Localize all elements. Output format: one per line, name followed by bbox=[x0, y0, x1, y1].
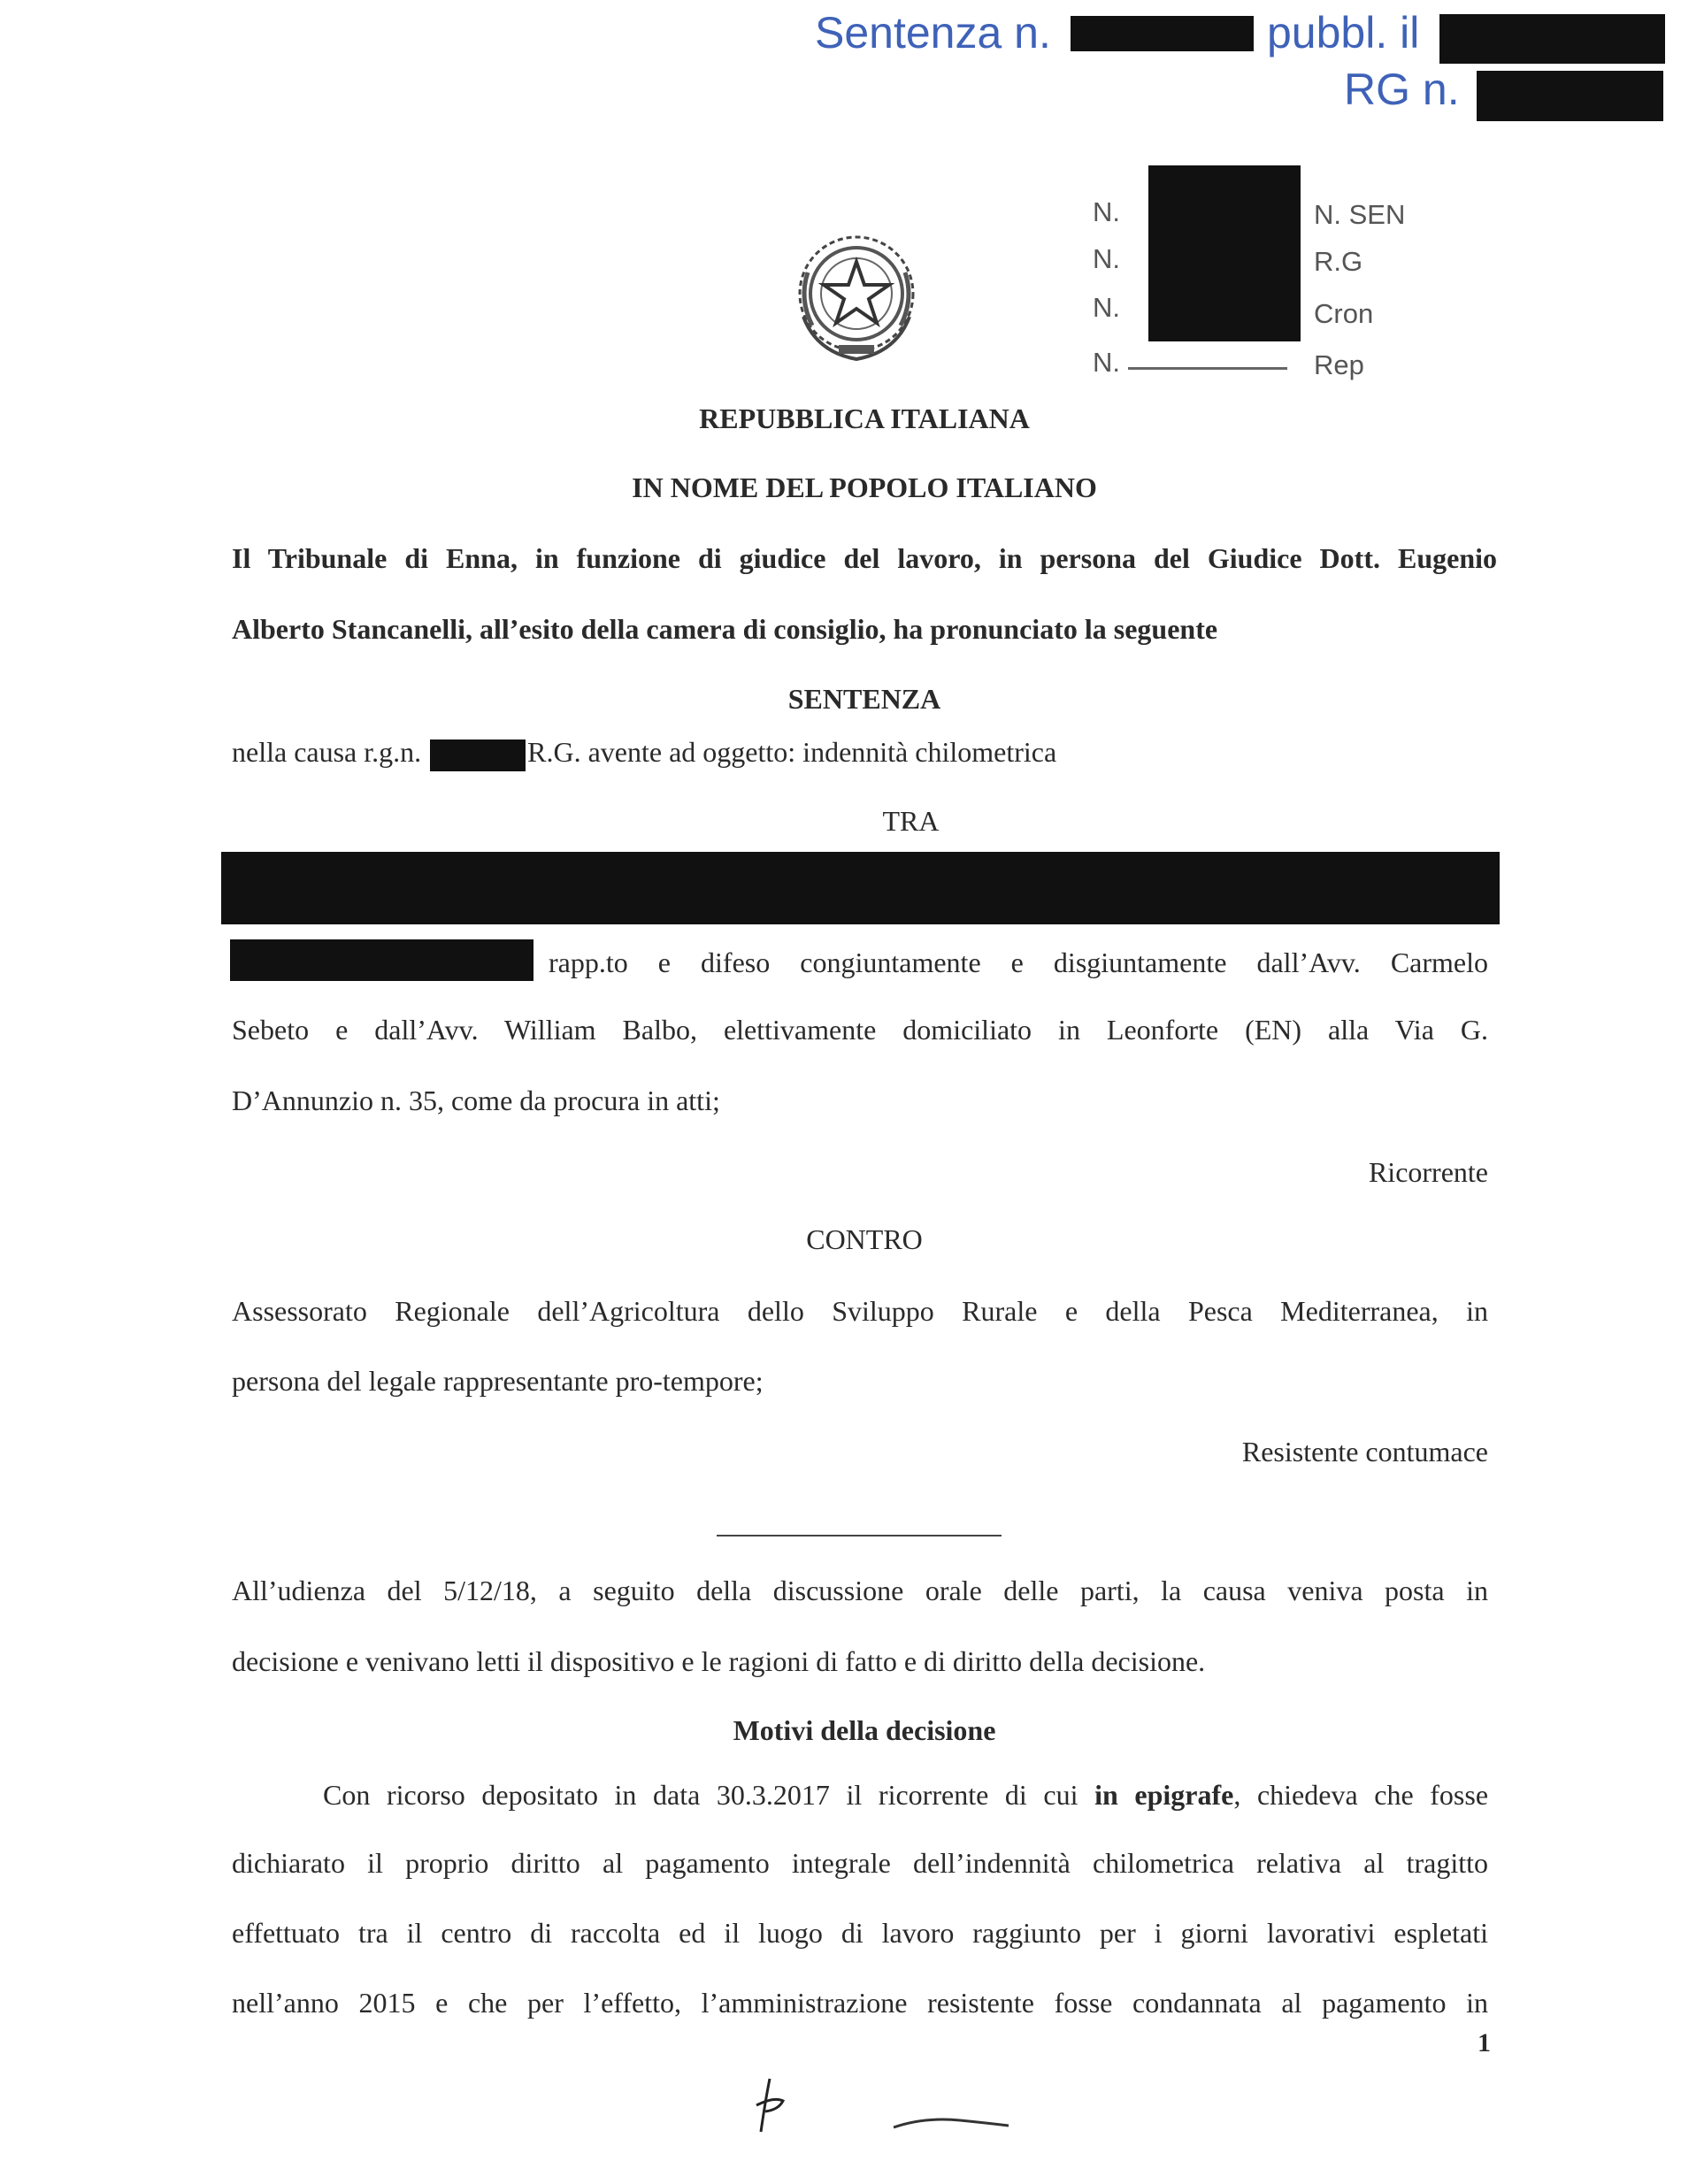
redaction-publication-date bbox=[1439, 14, 1665, 64]
pubblication-date-label: pubbl. il bbox=[1267, 8, 1420, 57]
signature-stroke-icon bbox=[889, 2110, 1013, 2136]
stamp-n-sent: N. SEN bbox=[1314, 199, 1406, 230]
motivi-heading: Motivi della decisione bbox=[733, 1714, 996, 1746]
motivi-line-1-end: , chiedeva che fosse bbox=[1233, 1779, 1488, 1811]
redaction-case-number bbox=[430, 739, 526, 771]
motivi-line-1-bold: in epigrafe bbox=[1094, 1779, 1234, 1811]
motivi-line-4: nell’anno 2015 e che per l’effetto, l’amministrazione resistente fosse condannata al pagamento in bbox=[232, 1987, 1488, 2019]
redaction-stamp-numbers bbox=[1148, 165, 1301, 341]
redaction-party-details bbox=[230, 939, 533, 981]
motivi-line-1-start: Con ricorso depositato in data 30.3.2017 il ricorrente di cui bbox=[323, 1779, 1078, 1811]
ricorrente-line-2: Sebeto e dall’Avv. William Balbo, elettivamente domiciliato in Leonforte (EN) alla Via G. bbox=[232, 1014, 1488, 1046]
redaction-party-name bbox=[221, 852, 1500, 924]
stamp-n-label-3: N. bbox=[1093, 292, 1120, 323]
redaction-sentenza-number bbox=[1071, 16, 1254, 51]
emblem-of-italy bbox=[790, 228, 923, 365]
rg-number-label: RG n. bbox=[1344, 65, 1460, 114]
sentenza-number-label: Sentenza n. bbox=[815, 8, 1051, 57]
stamp-n-label-2: N. bbox=[1093, 243, 1120, 274]
stamp-rg: R.G bbox=[1314, 246, 1363, 277]
motivi-line-3: effettuato tra il centro di raccolta ed il luogo di lavoro raggiunto per i giorni lavorativi espletati bbox=[232, 1917, 1488, 1949]
tra-heading: TRA bbox=[882, 805, 940, 837]
stamp-rep-line bbox=[1128, 367, 1287, 370]
signature-mark-icon bbox=[743, 2074, 796, 2136]
stamp-n-label-1: N. bbox=[1093, 196, 1120, 227]
title-republic: REPUBBLICA ITALIANA bbox=[699, 402, 1030, 434]
stamp-cron: Cron bbox=[1314, 298, 1374, 329]
stamp-n-label-4: N. bbox=[1093, 347, 1120, 378]
star-emblem-icon bbox=[790, 228, 923, 365]
section-divider bbox=[717, 1535, 1002, 1536]
intro-line-1: Il Tribunale di Enna, in funzione di giudice del lavoro, in persona del Giudice Dott. Eugenio bbox=[232, 542, 1497, 574]
page-number: 1 bbox=[1478, 2028, 1491, 2058]
sentenza-heading: SENTENZA bbox=[787, 683, 941, 715]
signature-initial bbox=[743, 2074, 796, 2136]
ricorrente-line-3: D’Annunzio n. 35, come da procura in atti; bbox=[232, 1084, 720, 1116]
resistente-line-1: Assessorato Regionale dell’Agricoltura dello Sviluppo Rurale e della Pesca Mediterranea, in bbox=[232, 1295, 1488, 1327]
redaction-rg-number bbox=[1477, 71, 1663, 121]
ricorrente-line-1: rapp.to e difeso congiuntamente e disgiuntamente dall’Avv. Carmelo bbox=[549, 946, 1488, 978]
causa-line bbox=[232, 736, 1497, 771]
motivi-line-1 bbox=[323, 1779, 1488, 1812]
intro-line-2: Alberto Stancanelli, all’esito della camera di consiglio, ha pronunciato la seguente bbox=[232, 613, 1218, 645]
resistente-role: Resistente contumace bbox=[1241, 1436, 1488, 1467]
signature-line bbox=[889, 2110, 1013, 2136]
title-people: IN NOME DEL POPOLO ITALIANO bbox=[632, 471, 1097, 503]
causa-prefix: nella causa r.g.n. bbox=[232, 736, 422, 768]
udienza-line-1: All’udienza del 5/12/18, a seguito della discussione orale delle parti, la causa veniva posta in bbox=[232, 1575, 1488, 1606]
motivi-line-2: dichiarato il proprio diritto al pagamento integrale dell’indennità chilometrica relativa al tragitto bbox=[232, 1847, 1488, 1879]
ricorrente-role: Ricorrente bbox=[1368, 1156, 1488, 1188]
udienza-line-2: decisione e venivano letti il dispositivo e le ragioni di fatto e di diritto della decisione. bbox=[232, 1645, 1206, 1677]
contro-heading: CONTRO bbox=[806, 1223, 923, 1255]
stamp-rep: Rep bbox=[1314, 349, 1364, 380]
resistente-line-2: persona del legale rappresentante pro-tempore; bbox=[232, 1365, 764, 1397]
causa-suffix: R.G. avente ad oggetto: indennità chilometrica bbox=[527, 736, 1057, 768]
